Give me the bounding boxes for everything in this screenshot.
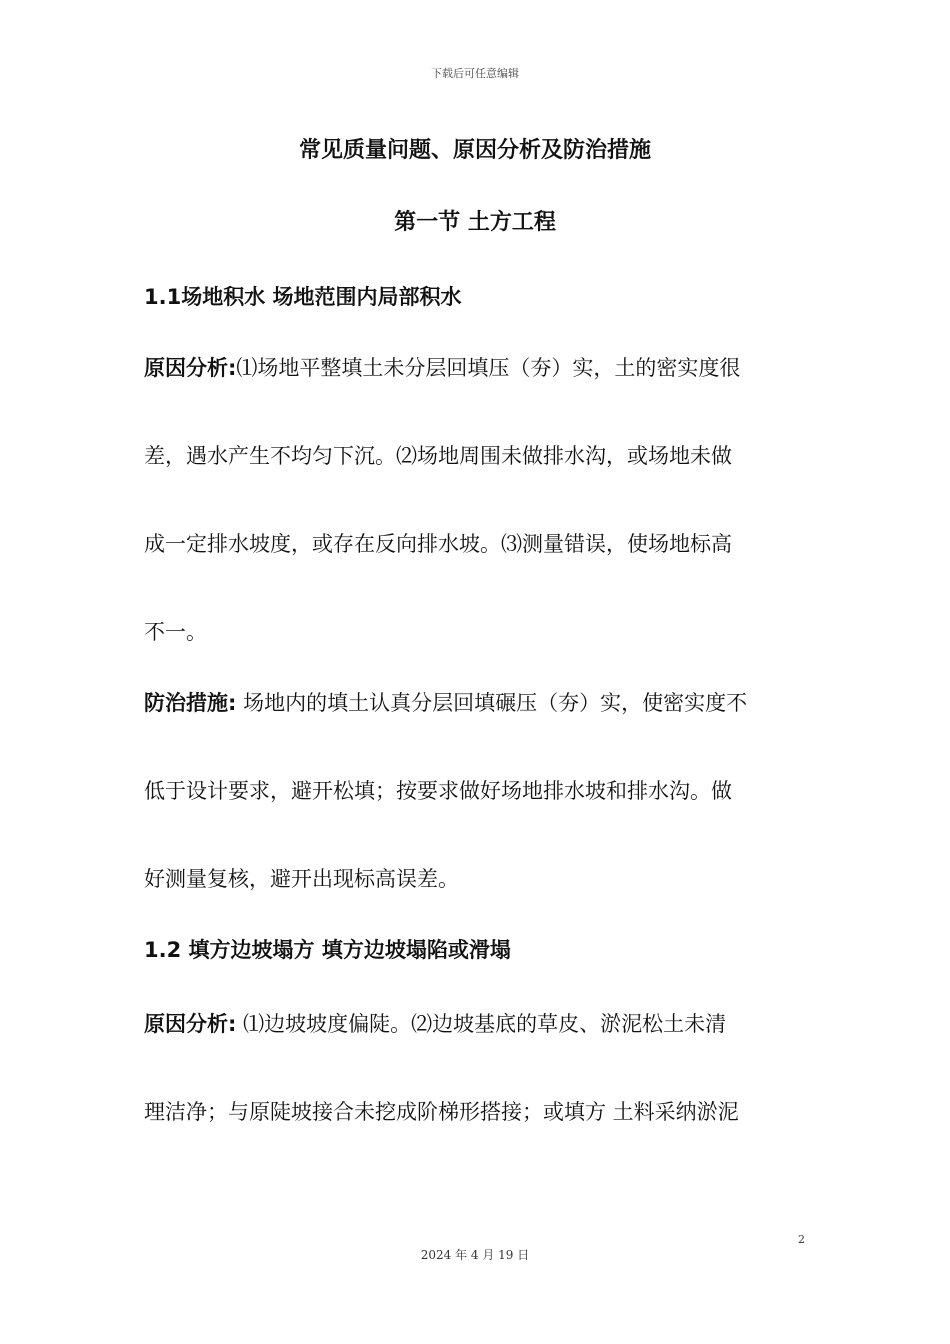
cause-analysis-1-1-line-3: 成一定排水坡度，或存在反向排水坡。⑶测量错误，使场地标高 xyxy=(144,532,732,556)
cause-analysis-1-2-line-1 xyxy=(144,1009,726,1039)
paragraph-text: ⑴场地平整填土未分层回填压（夯）实，土的密实度很 xyxy=(236,356,741,380)
page-number: 2 xyxy=(798,1233,805,1246)
cause-label: 原因分析: xyxy=(144,1012,237,1036)
section-title: 第一节 土方工程 xyxy=(394,210,556,235)
cause-analysis-1-1-line-1 xyxy=(144,353,740,383)
footer-date: 2024 年 4 月 19 日 xyxy=(420,1248,530,1262)
cause-analysis-1-1-line-2: 差，遇水产生不均匀下沉。⑵场地周围未做排水沟，或场地未做 xyxy=(144,444,732,468)
paragraph-text: ⑴边坡坡度偏陡。⑵边坡基底的草皮、淤泥松土未清 xyxy=(236,1012,727,1036)
measure-label: 防治措施: xyxy=(144,691,237,715)
cause-analysis-1-1-line-4: 不一。 xyxy=(144,620,207,644)
subsection-heading-1-1: 1.1场地积水 场地范围内局部积水 xyxy=(144,285,462,309)
measures-1-1-line-3: 好测量复核，避开出现标高误差。 xyxy=(144,867,459,891)
cause-analysis-1-2-line-2: 理洁净；与原陡坡接合未挖成阶梯形搭接；或填方 土料采纳淤泥 xyxy=(144,1100,739,1124)
paragraph-text: 场地内的填土认真分层回填碾压（夯）实，使密实度不 xyxy=(236,691,748,715)
page-header: 下载后可任意编辑 xyxy=(431,67,519,80)
measures-1-1-line-2: 低于设计要求，避开松填；按要求做好场地排水坡和排水沟。做 xyxy=(144,779,732,803)
subsection-heading-1-2: 1.2 填方边坡塌方 填方边坡塌陷或滑塌 xyxy=(144,938,511,962)
cause-label: 原因分析: xyxy=(144,356,237,380)
measures-1-1-line-1 xyxy=(144,688,747,718)
document-title: 常见质量问题、原因分析及防治措施 xyxy=(298,138,651,163)
